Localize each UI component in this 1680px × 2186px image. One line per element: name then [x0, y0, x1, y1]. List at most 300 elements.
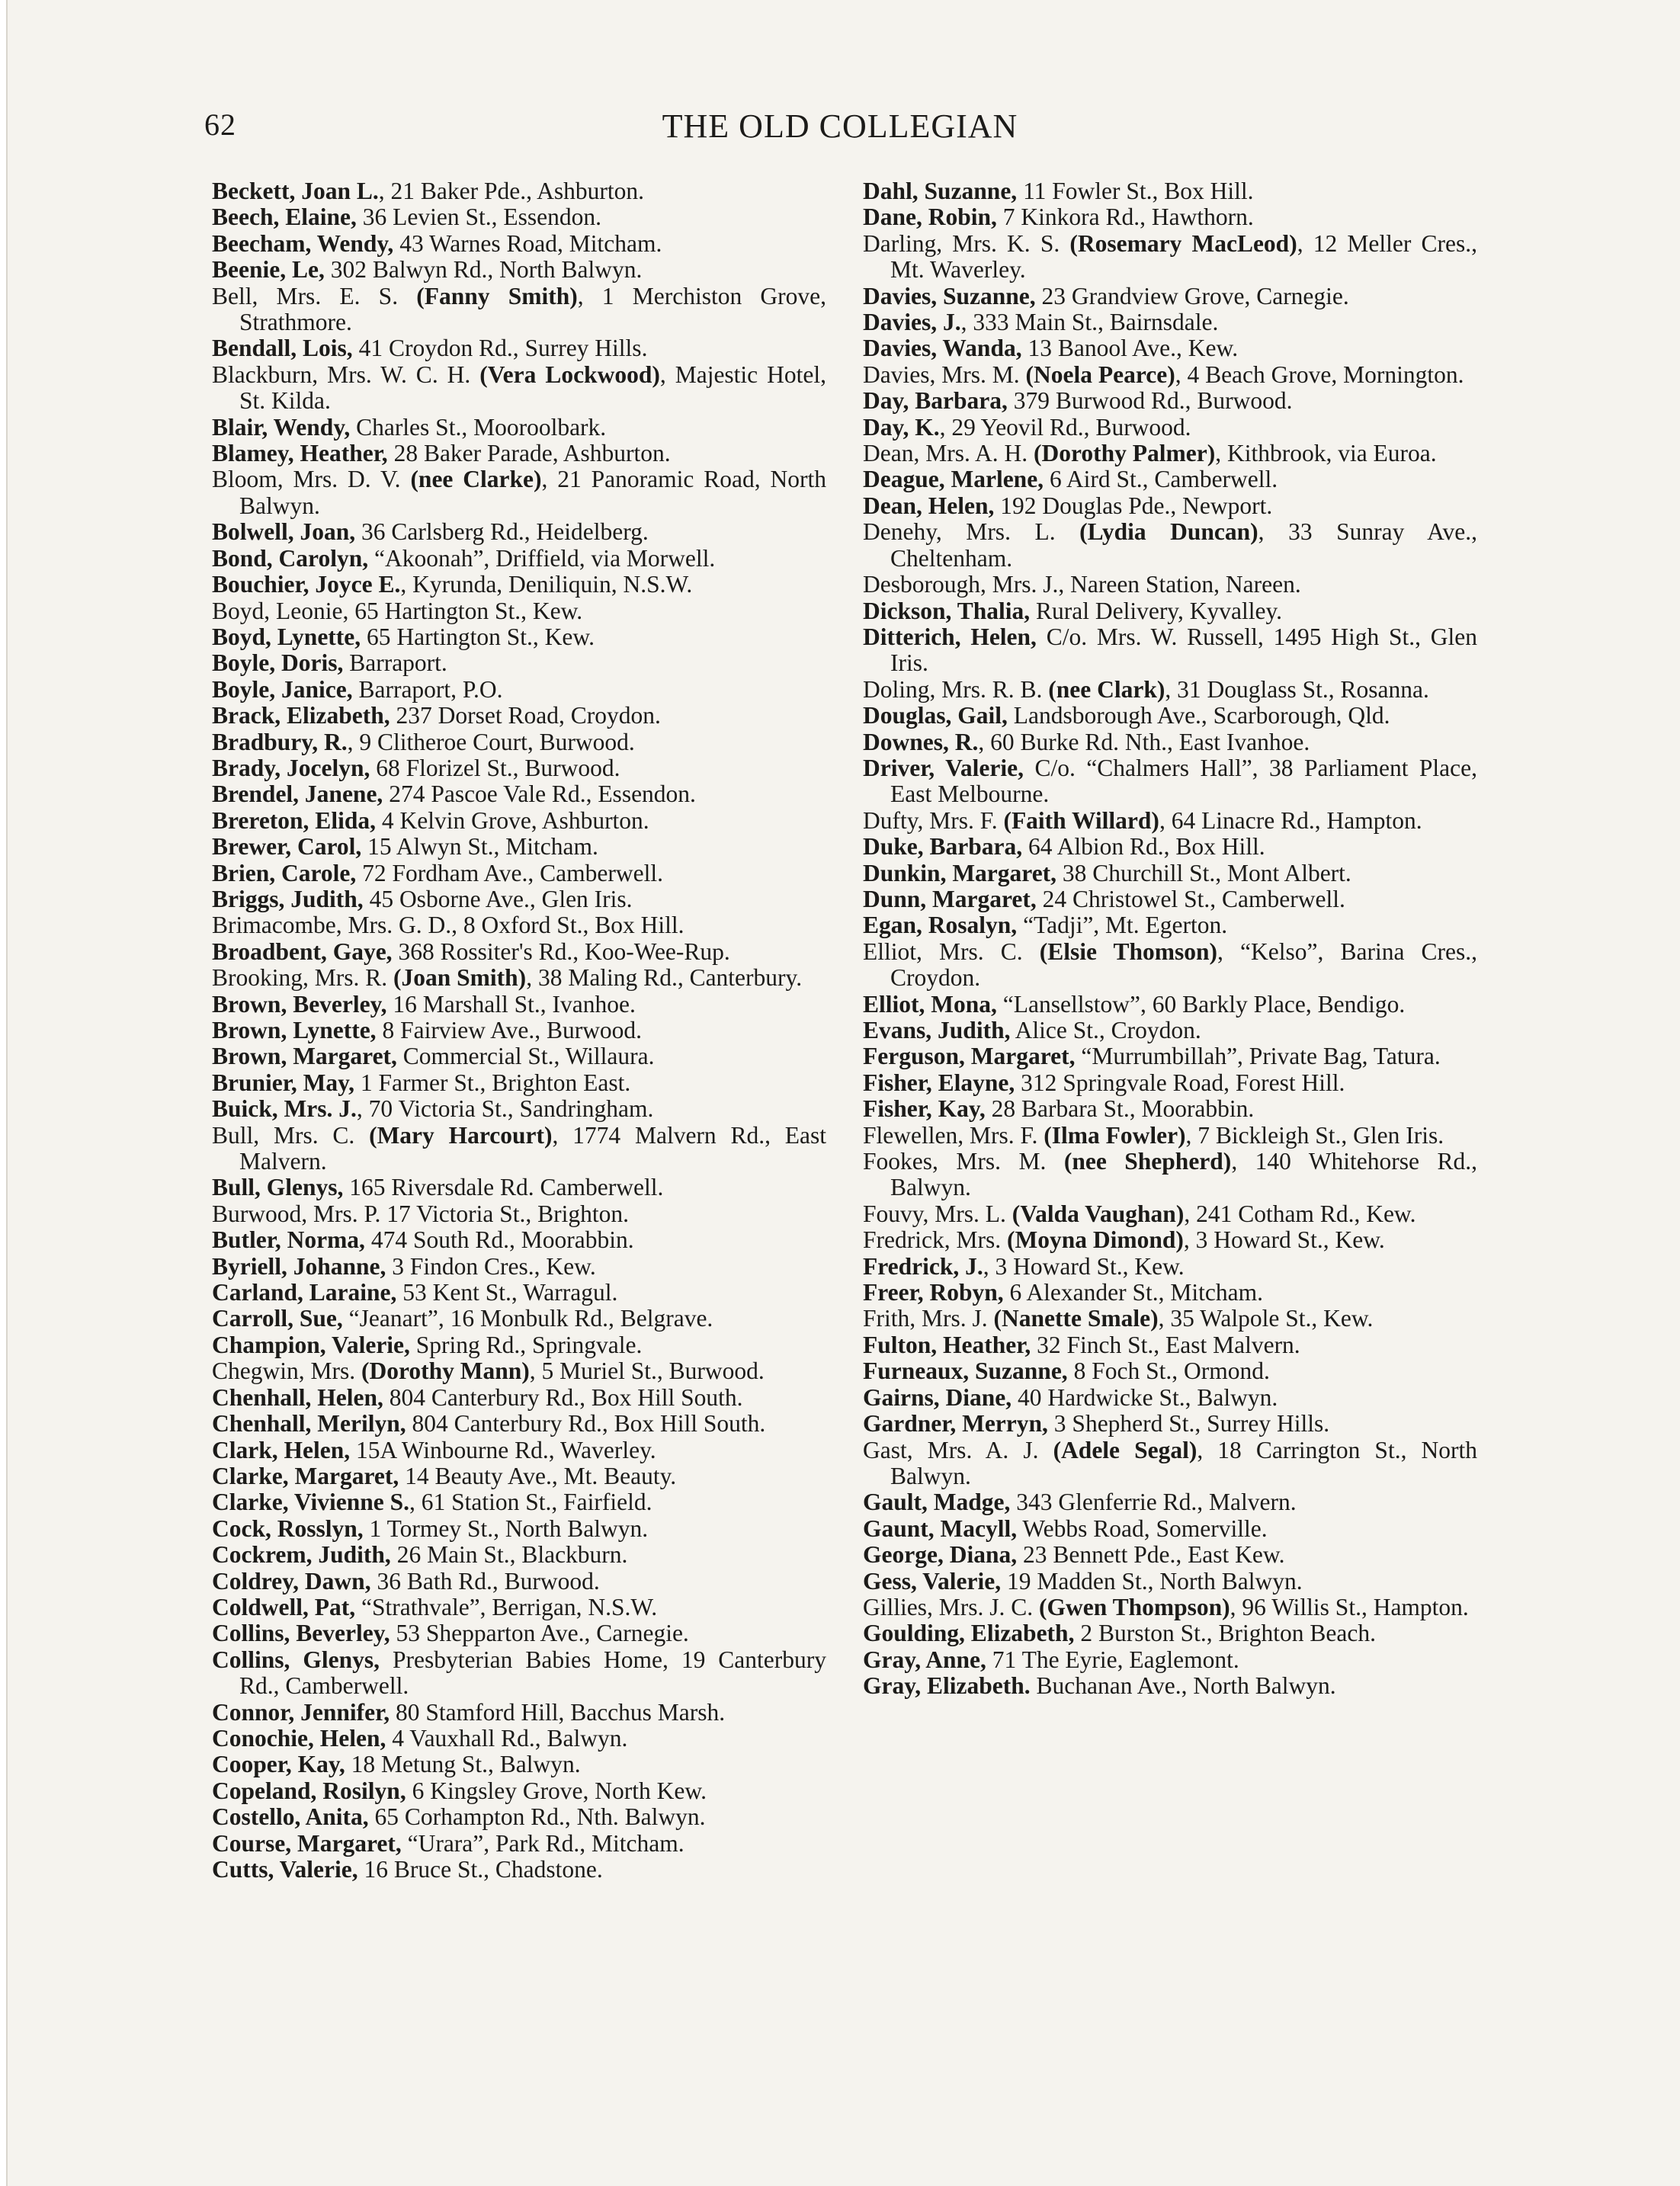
entry-name-bold: Coldrey, Dawn,	[212, 1567, 371, 1595]
entry-name-bold: Connor, Jennifer,	[212, 1698, 390, 1726]
entry-name-bold: (nee Shepherd)	[1063, 1148, 1232, 1175]
entry-address: 379 Burwood Rd., Burwood.	[1007, 387, 1293, 415]
entry-address: 16 Bruce St., Chadstone.	[357, 1856, 603, 1883]
directory-entry	[212, 1254, 826, 1280]
entry-address: 71 The Eyrie, Eaglemont.	[986, 1646, 1239, 1673]
entry-name-bold: (Nanette Smale)	[993, 1305, 1159, 1332]
directory-entry	[212, 257, 826, 283]
directory-entry	[212, 939, 826, 965]
entry-name-bold: (Faith Willard)	[1003, 806, 1159, 834]
entry-address: 6 Alexander St., Mitcham.	[1003, 1279, 1263, 1306]
entry-address: , 333 Main St., Bairnsdale.	[960, 309, 1219, 336]
entry-address: , Majestic Hotel, St. Kilda.	[239, 361, 827, 415]
directory-entry	[863, 1070, 1477, 1096]
directory-entry	[212, 965, 826, 991]
entry-address: 4 Vauxhall Rd., Balwyn.	[386, 1724, 628, 1752]
entry-address: 343 Glenferrie Rd., Malvern.	[1010, 1489, 1297, 1516]
entry-lead-text: Brooking, Mrs. R.	[212, 964, 394, 992]
entry-name-bold: (Joan Smith)	[393, 964, 527, 992]
directory-entry	[863, 939, 1477, 992]
directory-entry	[863, 1043, 1477, 1069]
right-column	[863, 178, 1477, 1700]
entry-address: , 3 Howard St., Kew.	[983, 1252, 1185, 1280]
entry-lead-text: Darling, Mrs. K. S.	[863, 229, 1070, 257]
entry-name-bold: Freer, Robyn,	[863, 1279, 1004, 1306]
entry-address: “Lansellstow”, 60 Barkly Place, Bendigo.	[996, 990, 1406, 1018]
entry-name-bold: Elliot, Mona,	[863, 990, 997, 1018]
entry-address: 8 Foch St., Ormond.	[1067, 1357, 1270, 1385]
entry-address: 192 Douglas Pde., Newport.	[994, 492, 1273, 519]
directory-entry	[863, 1254, 1477, 1280]
entry-name-bold: Dean, Helen,	[863, 492, 995, 519]
entry-address: 804 Canterbury Rd., Box Hill South.	[406, 1410, 766, 1438]
directory-entry	[863, 808, 1477, 834]
directory-entry	[863, 572, 1477, 598]
entry-name-bold: Collins, Glenys,	[212, 1646, 380, 1673]
entry-name-bold: Egan, Rosalyn,	[863, 912, 1018, 939]
page-edge	[0, 0, 8, 2186]
directory-entry	[212, 598, 826, 624]
directory-entry	[863, 1149, 1477, 1201]
entry-name-bold: Douglas, Gail,	[863, 702, 1008, 729]
entry-address: 6 Kingsley Grove, North Kew.	[406, 1777, 707, 1804]
directory-entry	[863, 624, 1477, 677]
entry-address: , 7 Bickleigh St., Glen Iris.	[1185, 1121, 1444, 1149]
entry-address: 26 Main St., Blackburn.	[390, 1541, 628, 1569]
directory-entry	[863, 1332, 1477, 1358]
entry-name-bold: Brady, Jocelyn,	[212, 754, 370, 781]
entry-name-bold: (nee Clark)	[1048, 675, 1165, 703]
directory-entry	[863, 362, 1477, 388]
entry-name-bold: Beech, Elaine,	[212, 204, 357, 231]
entry-name-bold: (Rosemary MacLeod)	[1069, 229, 1297, 257]
entry-address: 72 Fordham Ave., Camberwell.	[356, 859, 663, 886]
left-column	[212, 178, 826, 1883]
entry-address: “Strathvale”, Berrigan, N.S.W.	[355, 1593, 658, 1620]
entry-lead-text: Blackburn, Mrs. W. C. H.	[212, 361, 480, 388]
entry-name-bold: (nee Clarke)	[410, 466, 542, 493]
entry-lead-text: Flewellen, Mrs. F.	[863, 1121, 1044, 1149]
directory-entry	[212, 624, 826, 650]
entry-address: 7 Kinkora Rd., Hawthorn.	[996, 204, 1254, 231]
entry-name-bold: (Valda Vaughan)	[1012, 1200, 1185, 1227]
entry-name-bold: Chenhall, Merilyn,	[212, 1410, 406, 1438]
entry-name-bold: (Dorothy Palmer)	[1033, 440, 1216, 467]
directory-entry	[863, 1280, 1477, 1306]
entry-name-bold: Conochie, Helen,	[212, 1724, 386, 1752]
directory-entry	[863, 992, 1477, 1018]
entry-lead-text: Fredrick, Mrs.	[863, 1226, 1007, 1254]
directory-entry	[863, 466, 1477, 492]
entry-name-bold: Brown, Margaret,	[212, 1043, 397, 1070]
directory-entry	[863, 204, 1477, 230]
entry-address: , 33 Sunray Ave., Cheltenham.	[890, 518, 1477, 572]
entry-name-bold: Blamey, Heather,	[212, 440, 388, 467]
entry-address: 14 Beauty Ave., Mt. Beauty.	[399, 1462, 677, 1489]
directory-entry	[212, 1123, 826, 1175]
directory-entry	[212, 204, 826, 230]
directory-entry	[212, 703, 826, 729]
directory-entry	[212, 519, 826, 545]
entry-address: , 140 Whitehorse Rd., Balwyn.	[890, 1148, 1478, 1201]
entry-name-bold: Briggs, Judith,	[212, 885, 364, 912]
entry-name-bold: Goulding, Elizabeth,	[863, 1620, 1075, 1647]
directory-entry	[212, 546, 826, 572]
directory-entry	[212, 362, 826, 415]
entry-name-bold: Boyle, Doris,	[212, 649, 344, 677]
directory-entry	[212, 1752, 826, 1777]
entry-address: , 18 Carrington St., North Balwyn.	[890, 1436, 1478, 1489]
directory-entry	[212, 1043, 826, 1069]
directory-entry	[863, 1201, 1477, 1227]
entry-name-bold: Collins, Beverley,	[212, 1620, 390, 1647]
entry-name-bold: Broadbent, Gaye,	[212, 938, 393, 965]
entry-name-bold: (Noela Pearce)	[1025, 361, 1175, 388]
entry-lead-text: Brimacombe, Mrs. G. D., 8 Oxford St., Box Hill.	[212, 912, 685, 939]
entry-address: 23 Bennett Pde., East Kew.	[1017, 1541, 1285, 1569]
directory-entry	[863, 1647, 1477, 1673]
entry-lead-text: Dean, Mrs. A. H.	[863, 440, 1034, 467]
entry-address: 11 Fowler St., Box Hill.	[1017, 178, 1254, 204]
entry-lead-text: Fouvy, Mrs. L.	[863, 1200, 1012, 1227]
entry-address: 28 Baker Parade, Ashburton.	[387, 440, 671, 467]
entry-name-bold: Evans, Judith,	[863, 1017, 1011, 1043]
entry-address: 43 Warnes Road, Mitcham.	[393, 229, 662, 257]
entry-name-bold: Brewer, Carol,	[212, 833, 362, 861]
entry-name-bold: (Moyna Dimond)	[1006, 1226, 1184, 1254]
entry-address: 28 Barbara St., Moorabbin.	[985, 1095, 1255, 1123]
entry-address: , 3 Howard St., Kew.	[1183, 1226, 1385, 1254]
entry-name-bold: Course, Margaret,	[212, 1829, 402, 1857]
entry-name-bold: Bradbury, R.	[212, 728, 348, 755]
directory-entry	[863, 231, 1477, 284]
directory-entry	[212, 1280, 826, 1306]
entry-name-bold: Dunkin, Margaret,	[863, 859, 1057, 886]
entry-address: “Urara”, Park Rd., Mitcham.	[401, 1829, 685, 1857]
directory-entry	[212, 1306, 826, 1332]
entry-address: , 61 Station St., Fairfield.	[409, 1489, 652, 1516]
entry-address: 237 Dorset Road, Croydon.	[390, 702, 661, 729]
entry-name-bold: Cockrem, Judith,	[212, 1541, 391, 1569]
entry-name-bold: Gault, Madge,	[863, 1489, 1011, 1516]
entry-address: , 1 Merchiston Grove, Strathmore.	[239, 282, 826, 336]
directory-entry	[863, 1542, 1477, 1568]
entry-name-bold: Brunier, May,	[212, 1069, 354, 1096]
entry-address: C/o. “Chalmers Hall”, 38 Parliament Place, East Melbourne.	[890, 754, 1477, 808]
entry-name-bold: Bull, Glenys,	[212, 1174, 344, 1201]
directory-entry	[863, 1595, 1477, 1620]
entry-address: , 64 Linacre Rd., Hampton.	[1159, 806, 1422, 834]
directory-entry	[212, 1070, 826, 1096]
directory-entry	[863, 1018, 1477, 1043]
entry-name-bold: (Adele Segal)	[1053, 1436, 1197, 1463]
entry-address: 65 Hartington St., Kew.	[361, 623, 595, 650]
entry-address: Spring Rd., Springvale.	[409, 1331, 643, 1358]
directory-entry	[212, 572, 826, 598]
entry-address: Landsborough Ave., Scarborough, Qld.	[1007, 702, 1390, 729]
entry-address: 1 Farmer St., Brighton East.	[354, 1069, 631, 1096]
entry-address: “Murrumbillah”, Private Bag, Tatura.	[1075, 1043, 1441, 1070]
directory-entry	[863, 1227, 1477, 1253]
directory-entry	[212, 861, 826, 886]
directory-entry	[863, 309, 1477, 335]
page-number: 62	[204, 107, 236, 142]
entry-address: , 5 Muriel St., Burwood.	[529, 1357, 765, 1385]
directory-entry	[863, 335, 1477, 361]
directory-entry	[212, 1857, 826, 1883]
entry-name-bold: Coldwell, Pat,	[212, 1593, 356, 1620]
entry-address: 474 South Rd., Moorabbin.	[364, 1226, 634, 1254]
entry-lead-text: Dufty, Mrs. F.	[863, 806, 1004, 834]
directory-entry	[863, 1096, 1477, 1122]
directory-entry	[212, 1620, 826, 1646]
directory-entry	[212, 1569, 826, 1595]
entry-address: Charles St., Mooroolbark.	[350, 413, 607, 441]
entry-lead-text: Fookes, Mrs. M.	[863, 1148, 1064, 1175]
entry-name-bold: Ditterich, Helen,	[863, 623, 1037, 650]
entry-name-bold: Downes, R.	[863, 728, 979, 755]
entry-address: , 70 Victoria St., Sandringham.	[356, 1095, 654, 1123]
directory-entry	[863, 284, 1477, 309]
directory-entry	[212, 992, 826, 1018]
directory-entry	[863, 1438, 1477, 1490]
entry-name-bold: Dane, Robin,	[863, 204, 997, 231]
entry-address: Alice St., Croydon.	[1010, 1017, 1201, 1043]
entry-name-bold: Brown, Beverley,	[212, 990, 387, 1018]
entry-address: 368 Rossiter's Rd., Koo-Wee-Rup.	[392, 938, 730, 965]
directory-entry	[212, 1175, 826, 1200]
entry-address: 804 Canterbury Rd., Box Hill South.	[383, 1383, 743, 1411]
entry-name-bold: Davies, J.	[863, 309, 961, 336]
entry-address: 18 Metung St., Balwyn.	[345, 1751, 581, 1778]
directory-entry	[863, 598, 1477, 624]
entry-name-bold: Beckett, Joan L.	[212, 178, 379, 204]
directory-entry	[212, 755, 826, 781]
entry-address: , 4 Beach Grove, Mornington.	[1175, 361, 1464, 388]
directory-entry	[863, 834, 1477, 860]
directory-entry	[863, 1358, 1477, 1384]
entry-name-bold: Brendel, Janene,	[212, 780, 383, 808]
entry-address: , 9 Clitheroe Court, Burwood.	[347, 728, 635, 755]
entry-address: , 60 Burke Rd. Nth., East Ivanhoe.	[978, 728, 1310, 755]
entry-name-bold: Furneaux, Suzanne,	[863, 1357, 1068, 1385]
entry-name-bold: George, Diana,	[863, 1541, 1018, 1569]
directory-entry	[212, 1516, 826, 1542]
entry-name-bold: (Fanny Smith)	[416, 282, 578, 309]
entry-address: Buchanan Ave., North Balwyn.	[1030, 1672, 1336, 1700]
entry-address: 15A Winbourne Rd., Waverley.	[350, 1436, 656, 1463]
entry-address: , 241 Cotham Rd., Kew.	[1184, 1200, 1416, 1227]
entry-address: 8 Fairview Ave., Burwood.	[376, 1017, 643, 1043]
directory-entry	[863, 493, 1477, 519]
entry-address: 165 Riversdale Rd. Camberwell.	[343, 1174, 664, 1201]
entry-address: Commercial St., Willaura.	[396, 1043, 655, 1070]
entry-lead-text: Frith, Mrs. J.	[863, 1305, 994, 1332]
entry-address: , 96 Willis St., Hampton.	[1230, 1593, 1469, 1620]
directory-entry	[212, 1542, 826, 1568]
entry-address: “Jeanart”, 16 Monbulk Rd., Belgrave.	[342, 1305, 713, 1332]
entry-lead-text: Denehy, Mrs. L.	[863, 518, 1080, 546]
entry-address: , 38 Maling Rd., Canterbury.	[526, 964, 803, 992]
page-header	[0, 107, 1680, 152]
entry-address: 32 Finch St., East Malvern.	[1031, 1331, 1300, 1358]
entry-lead-text: Desborough, Mrs. J., Nareen Station, Nareen.	[863, 571, 1301, 598]
entry-name-bold: Dunn, Margaret,	[863, 885, 1037, 912]
directory-entry	[212, 886, 826, 912]
directory-entry	[863, 729, 1477, 755]
entry-name-bold: Carland, Laraine,	[212, 1279, 397, 1306]
directory-entry	[212, 1463, 826, 1489]
entry-lead-text: Chegwin, Mrs.	[212, 1357, 361, 1385]
entry-name-bold: Copeland, Rosilyn,	[212, 1777, 406, 1804]
running-title: THE OLD COLLEGIAN	[662, 107, 1018, 145]
entry-address: 274 Pascoe Vale Rd., Essendon.	[383, 780, 696, 808]
entry-name-bold: (Ilma Fowler)	[1044, 1121, 1186, 1149]
entry-address: 68 Florizel St., Burwood.	[370, 754, 620, 781]
entry-name-bold: Day, K.	[863, 413, 940, 441]
entry-address: 53 Shepparton Ave., Carnegie.	[390, 1620, 689, 1647]
entry-name-bold: Dickson, Thalia,	[863, 597, 1031, 624]
entry-address: 36 Carlsberg Rd., Heidelberg.	[355, 518, 649, 546]
entry-name-bold: Fulton, Heather,	[863, 1331, 1031, 1358]
directory-entry	[863, 703, 1477, 729]
directory-entry	[863, 1306, 1477, 1332]
directory-entry	[212, 231, 826, 257]
directory-entry	[212, 834, 826, 860]
entry-name-bold: Gardner, Merryn,	[863, 1410, 1048, 1438]
directory-entry	[863, 441, 1477, 466]
entry-address: , Kyrunda, Deniliquin, N.S.W.	[400, 571, 693, 598]
entry-name-bold: (Vera Lockwood)	[479, 361, 660, 388]
directory-entry	[863, 912, 1477, 938]
directory-entry	[863, 1411, 1477, 1437]
entry-address: 24 Christowel St., Camberwell.	[1036, 885, 1345, 912]
entry-address: , “Kelso”, Barina Cres., Croydon.	[890, 938, 1478, 992]
entry-name-bold: Clarke, Margaret,	[212, 1462, 399, 1489]
directory-entry	[863, 1489, 1477, 1515]
entry-address: 2 Burston St., Brighton Beach.	[1074, 1620, 1376, 1647]
entry-name-bold: Brown, Lynette,	[212, 1017, 377, 1043]
entry-name-bold: Cooper, Kay,	[212, 1751, 345, 1778]
directory-entry	[212, 781, 826, 807]
entry-name-bold: Bond, Carolyn,	[212, 544, 369, 572]
entry-name-bold: Davies, Suzanne,	[863, 282, 1036, 309]
directory-entry	[212, 1438, 826, 1463]
entry-name-bold: Cock, Rosslyn,	[212, 1514, 364, 1542]
entry-address: 302 Balwyn Rd., North Balwyn.	[324, 256, 643, 284]
entry-address: 45 Osborne Ave., Glen Iris.	[363, 885, 633, 912]
entry-name-bold: Brack, Elizabeth,	[212, 702, 390, 729]
entry-address: 13 Banool Ave., Kew.	[1021, 335, 1239, 362]
entry-lead-text: Gillies, Mrs. J. C.	[863, 1593, 1040, 1620]
directory-entry	[212, 729, 826, 755]
entry-address: C/o. Mrs. W. Russell, 1495 High St., Glen Iris.	[890, 623, 1477, 677]
entry-name-bold: Boyd, Lynette,	[212, 623, 361, 650]
entry-address: 3 Shepherd St., Surrey Hills.	[1047, 1410, 1330, 1438]
entry-address: “Akoonah”, Driffield, via Morwell.	[368, 544, 716, 572]
entry-address: 15 Alwyn St., Mitcham.	[361, 833, 598, 861]
entry-address: Rural Delivery, Kyvalley.	[1030, 597, 1283, 624]
entry-name-bold: Buick, Mrs. J.	[212, 1095, 357, 1123]
directory-entry	[863, 1516, 1477, 1542]
entry-address: 312 Springvale Road, Forest Hill.	[1015, 1069, 1345, 1096]
entry-lead-text: Boyd, Leonie, 65 Hartington St., Kew.	[212, 597, 583, 624]
entry-address: 6 Aird St., Camberwell.	[1044, 466, 1278, 493]
entry-name-bold: Clark, Helen,	[212, 1436, 351, 1463]
directory-entry	[212, 1700, 826, 1726]
directory-entry	[212, 466, 826, 519]
directory-entry	[212, 1201, 826, 1227]
entry-name-bold: Driver, Valerie,	[863, 754, 1024, 781]
entry-name-bold: Beenie, Le,	[212, 256, 325, 284]
directory-entry	[212, 808, 826, 834]
directory-entry	[863, 677, 1477, 703]
entry-name-bold: Boyle, Janice,	[212, 675, 353, 703]
entry-address: Barraport, P.O.	[352, 675, 503, 703]
entry-name-bold: Ferguson, Margaret,	[863, 1043, 1076, 1070]
directory-entry	[863, 519, 1477, 572]
directory-entry	[212, 1385, 826, 1411]
entry-name-bold: Butler, Norma,	[212, 1226, 365, 1254]
entry-name-bold: (Mary Harcourt)	[369, 1121, 553, 1149]
entry-name-bold: Clarke, Vivienne S.	[212, 1489, 410, 1516]
directory-entry	[212, 1647, 826, 1700]
entry-address: 3 Findon Cres., Kew.	[386, 1252, 596, 1280]
entry-name-bold: Gess, Valerie,	[863, 1567, 1002, 1595]
entry-lead-text: Davies, Mrs. M.	[863, 361, 1026, 388]
entry-name-bold: Brien, Carole,	[212, 859, 357, 886]
directory-entry	[212, 650, 826, 676]
entry-name-bold: Chenhall, Helen,	[212, 1383, 383, 1411]
directory-entry	[212, 1358, 826, 1384]
directory-entry	[863, 1385, 1477, 1411]
entry-lead-text: Bloom, Mrs. D. V.	[212, 466, 411, 493]
entry-address: 38 Churchill St., Mont Albert.	[1056, 859, 1351, 886]
entry-address: 16 Marshall St., Ivanhoe.	[386, 990, 636, 1018]
entry-address: , 1774 Malvern Rd., East Malvern.	[239, 1121, 827, 1175]
entry-name-bold: Bendall, Lois,	[212, 335, 353, 362]
entry-address: Presbyterian Babies Home, 19 Canterbury Rd., Camberwell.	[239, 1646, 826, 1700]
entry-address: , 29 Yeovil Rd., Burwood.	[939, 413, 1191, 441]
entry-name-bold: Brereton, Elida,	[212, 806, 376, 834]
entry-name-bold: Fredrick, J.	[863, 1252, 983, 1280]
directory-entry	[212, 1804, 826, 1830]
directory-entry	[212, 912, 826, 938]
entry-address: , 35 Walpole St., Kew.	[1158, 1305, 1374, 1332]
directory-entry	[212, 178, 826, 204]
entry-name-bold: Deague, Marlene,	[863, 466, 1044, 493]
entry-name-bold: Davies, Wanda,	[863, 335, 1022, 362]
directory-entry	[212, 335, 826, 361]
entry-name-bold: (Dorothy Mann)	[361, 1357, 530, 1385]
entry-address: 36 Bath Rd., Burwood.	[370, 1567, 600, 1595]
entry-name-bold: Gray, Elizabeth.	[863, 1672, 1031, 1700]
entry-name-bold: Champion, Valerie,	[212, 1331, 410, 1358]
entry-lead-text: Bull, Mrs. C.	[212, 1121, 370, 1149]
directory-entry	[212, 1096, 826, 1122]
entry-lead-text: Doling, Mrs. R. B.	[863, 675, 1049, 703]
entry-address: , 12 Meller Cres., Mt. Waverley.	[890, 229, 1477, 284]
entry-address: Webbs Road, Somerville.	[1017, 1514, 1268, 1542]
directory-entry	[863, 1569, 1477, 1595]
entry-lead-text: Burwood, Mrs. P. 17 Victoria St., Brighton.	[212, 1200, 630, 1227]
entry-address: 36 Levien St., Essendon.	[356, 204, 601, 231]
directory-entry	[863, 886, 1477, 912]
entry-name-bold: Fisher, Kay,	[863, 1095, 986, 1123]
directory-entry	[212, 1726, 826, 1752]
entry-lead-text: Bell, Mrs. E. S.	[212, 282, 417, 309]
entry-name-bold: (Elsie Thomson)	[1039, 938, 1218, 965]
